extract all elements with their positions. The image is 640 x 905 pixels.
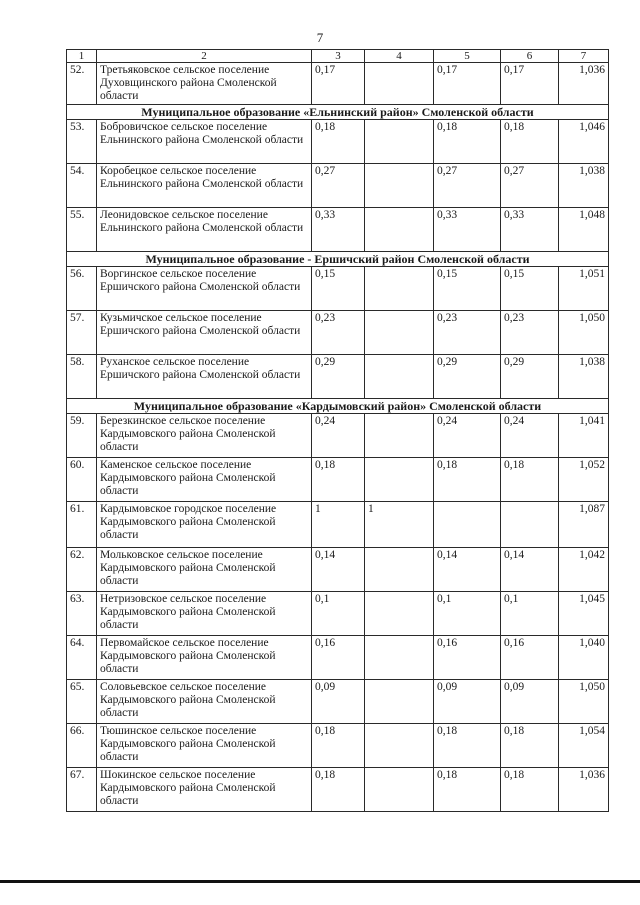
- coefficient-col-7: 1,036: [559, 63, 609, 105]
- coefficient-col-7: 1,041: [559, 414, 609, 458]
- column-header: 6: [501, 50, 559, 63]
- section-title: Муниципальное образование «Ельнинский район» Смоленской области: [67, 105, 609, 120]
- value-col-5: 0,18: [434, 458, 501, 502]
- column-header: 7: [559, 50, 609, 63]
- value-col-5: 0,14: [434, 548, 501, 592]
- value-col-5: 0,1: [434, 592, 501, 636]
- value-col-3: 0,09: [312, 680, 365, 724]
- value-col-4: [365, 63, 434, 105]
- value-col-6: 0,09: [501, 680, 559, 724]
- value-col-6: 0,18: [501, 120, 559, 164]
- municipality-name: Первомайское сельское поселение Кардымовского района Смоленской области: [97, 636, 312, 680]
- row-number: 65.: [67, 680, 97, 724]
- value-col-6: 0,33: [501, 208, 559, 252]
- value-col-5: 0,18: [434, 768, 501, 812]
- section-header-row: [67, 252, 609, 267]
- value-col-5: 0,16: [434, 636, 501, 680]
- value-col-5: 0,15: [434, 267, 501, 311]
- municipality-name: Мольковское сельское поселение Кардымовского района Смоленской области: [97, 548, 312, 592]
- value-col-3: 0,29: [312, 355, 365, 399]
- table-row: [67, 355, 609, 399]
- value-col-3: 0,1: [312, 592, 365, 636]
- table-row: [67, 768, 609, 812]
- value-col-4: [365, 414, 434, 458]
- municipality-name: Нетризовское сельское поселение Кардымовского района Смоленской области: [97, 592, 312, 636]
- value-col-4: [365, 592, 434, 636]
- value-col-4: 1: [365, 502, 434, 548]
- municipality-name: Кузьмичское сельское поселение Ершичского района Смоленской области: [97, 311, 312, 355]
- row-number: 61.: [67, 502, 97, 548]
- value-col-4: [365, 311, 434, 355]
- value-col-5: 0,27: [434, 164, 501, 208]
- row-number: 56.: [67, 267, 97, 311]
- coefficient-col-7: 1,046: [559, 120, 609, 164]
- value-col-3: 0,15: [312, 267, 365, 311]
- value-col-3: 0,17: [312, 63, 365, 105]
- coefficient-col-7: 1,052: [559, 458, 609, 502]
- coefficient-col-7: 1,054: [559, 724, 609, 768]
- section-title: Муниципальное образование «Кардымовский район» Смоленской области: [67, 399, 609, 414]
- bottom-rule: [0, 880, 640, 883]
- row-number: 64.: [67, 636, 97, 680]
- coefficient-col-7: 1,087: [559, 502, 609, 548]
- table-row: [67, 311, 609, 355]
- row-number: 52.: [67, 63, 97, 105]
- section-title: Муниципальное образование - Ершичский район Смоленской области: [67, 252, 609, 267]
- value-col-6: 0,23: [501, 311, 559, 355]
- municipality-name: Бобровичское сельское поселение Ельнинского района Смоленской области: [97, 120, 312, 164]
- value-col-3: 0,18: [312, 120, 365, 164]
- value-col-3: 0,23: [312, 311, 365, 355]
- table-body: [67, 50, 609, 812]
- section-header-row: [67, 105, 609, 120]
- municipality-name: Кардымовское городское поселение Кардымовского района Смоленской области: [97, 502, 312, 548]
- value-col-5: [434, 502, 501, 548]
- table-row: [67, 458, 609, 502]
- row-number: 67.: [67, 768, 97, 812]
- column-header: 4: [365, 50, 434, 63]
- value-col-6: 0,24: [501, 414, 559, 458]
- value-col-4: [365, 164, 434, 208]
- value-col-5: 0,23: [434, 311, 501, 355]
- value-col-4: [365, 680, 434, 724]
- municipality-name: Соловьевское сельское поселение Кардымовского района Смоленской области: [97, 680, 312, 724]
- row-number: 58.: [67, 355, 97, 399]
- column-header-row: [67, 50, 609, 63]
- value-col-6: 0,18: [501, 724, 559, 768]
- value-col-4: [365, 120, 434, 164]
- value-col-6: [501, 502, 559, 548]
- coefficient-col-7: 1,045: [559, 592, 609, 636]
- value-col-4: [365, 355, 434, 399]
- value-col-6: 0,14: [501, 548, 559, 592]
- value-col-6: 0,15: [501, 267, 559, 311]
- table-row: [67, 208, 609, 252]
- column-header: 3: [312, 50, 365, 63]
- table-row: [67, 267, 609, 311]
- row-number: 60.: [67, 458, 97, 502]
- municipality-name: Тюшинское сельское поселение Кардымовского района Смоленской области: [97, 724, 312, 768]
- value-col-4: [365, 636, 434, 680]
- row-number: 54.: [67, 164, 97, 208]
- coefficient-col-7: 1,051: [559, 267, 609, 311]
- table-row: [67, 414, 609, 458]
- table-row: [67, 120, 609, 164]
- municipality-name: Руханское сельское поселение Ершичского района Смоленской области: [97, 355, 312, 399]
- coefficient-col-7: 1,050: [559, 680, 609, 724]
- value-col-4: [365, 548, 434, 592]
- value-col-5: 0,24: [434, 414, 501, 458]
- coefficient-col-7: 1,048: [559, 208, 609, 252]
- value-col-3: 0,18: [312, 768, 365, 812]
- value-col-5: 0,29: [434, 355, 501, 399]
- value-col-5: 0,18: [434, 120, 501, 164]
- table-row: [67, 724, 609, 768]
- value-col-3: 0,14: [312, 548, 365, 592]
- value-col-5: 0,33: [434, 208, 501, 252]
- column-header: 5: [434, 50, 501, 63]
- value-col-4: [365, 768, 434, 812]
- value-col-6: 0,18: [501, 768, 559, 812]
- value-col-3: 0,33: [312, 208, 365, 252]
- value-col-5: 0,17: [434, 63, 501, 105]
- value-col-3: 0,18: [312, 724, 365, 768]
- table-row: [67, 164, 609, 208]
- row-number: 55.: [67, 208, 97, 252]
- row-number: 63.: [67, 592, 97, 636]
- value-col-3: 0,16: [312, 636, 365, 680]
- value-col-3: 0,24: [312, 414, 365, 458]
- municipal-table: [66, 49, 609, 812]
- value-col-4: [365, 267, 434, 311]
- row-number: 59.: [67, 414, 97, 458]
- value-col-6: 0,16: [501, 636, 559, 680]
- coefficient-col-7: 1,050: [559, 311, 609, 355]
- page-number: 7: [316, 30, 324, 45]
- value-col-5: 0,18: [434, 724, 501, 768]
- value-col-6: 0,29: [501, 355, 559, 399]
- value-col-4: [365, 724, 434, 768]
- value-col-3: 1: [312, 502, 365, 548]
- value-col-6: 0,27: [501, 164, 559, 208]
- value-col-4: [365, 458, 434, 502]
- coefficient-col-7: 1,042: [559, 548, 609, 592]
- coefficient-col-7: 1,040: [559, 636, 609, 680]
- row-number: 62.: [67, 548, 97, 592]
- row-number: 66.: [67, 724, 97, 768]
- table-row: [67, 548, 609, 592]
- value-col-4: [365, 208, 434, 252]
- row-number: 53.: [67, 120, 97, 164]
- value-col-3: 0,27: [312, 164, 365, 208]
- municipality-name: Березкинское сельское поселение Кардымовского района Смоленской области: [97, 414, 312, 458]
- value-col-6: 0,17: [501, 63, 559, 105]
- municipality-name: Каменское сельское поселение Кардымовского района Смоленской области: [97, 458, 312, 502]
- column-header: 1: [67, 50, 97, 63]
- value-col-3: 0,18: [312, 458, 365, 502]
- municipality-name: Коробецкое сельское поселение Ельнинского района Смоленской области: [97, 164, 312, 208]
- municipality-name: Воргинское сельское поселение Ершичского района Смоленской области: [97, 267, 312, 311]
- table-row: [67, 680, 609, 724]
- table-row: [67, 592, 609, 636]
- coefficient-col-7: 1,036: [559, 768, 609, 812]
- value-col-6: 0,18: [501, 458, 559, 502]
- coefficient-col-7: 1,038: [559, 355, 609, 399]
- table-row: [67, 636, 609, 680]
- municipality-name: Шокинское сельское поселение Кардымовского района Смоленской области: [97, 768, 312, 812]
- value-col-5: 0,09: [434, 680, 501, 724]
- municipality-name: Третьяковское сельское поселение Духовщинского района Смоленской области: [97, 63, 312, 105]
- value-col-6: 0,1: [501, 592, 559, 636]
- municipality-name: Леонидовское сельское поселение Ельнинского района Смоленской области: [97, 208, 312, 252]
- row-number: 57.: [67, 311, 97, 355]
- column-header: 2: [97, 50, 312, 63]
- table-row: [67, 63, 609, 105]
- table-row: [67, 502, 609, 548]
- coefficient-col-7: 1,038: [559, 164, 609, 208]
- section-header-row: [67, 399, 609, 414]
